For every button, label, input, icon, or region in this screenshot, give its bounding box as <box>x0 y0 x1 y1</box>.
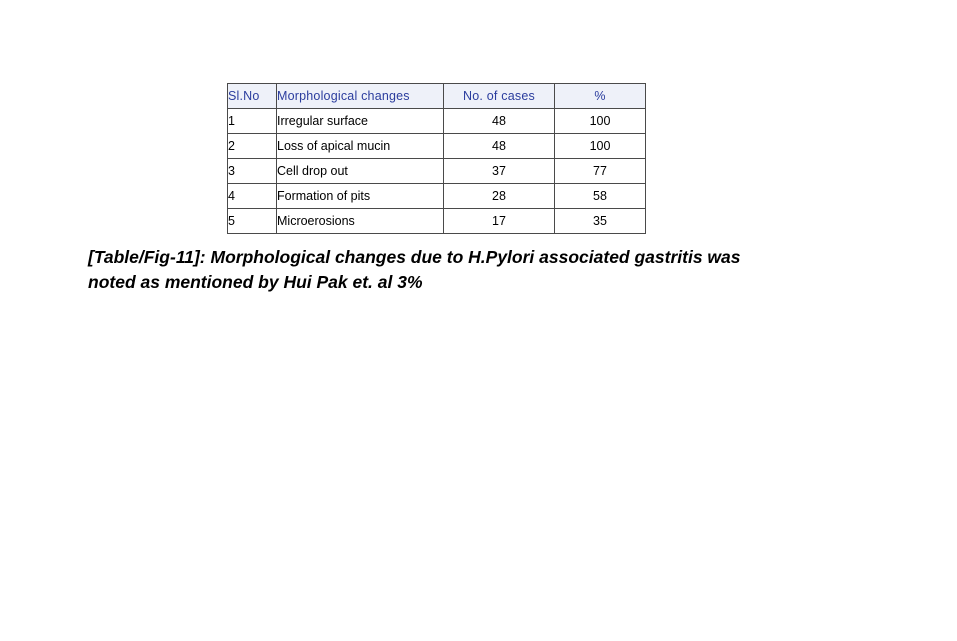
cell-change: Irregular surface <box>277 109 444 134</box>
table-row <box>228 159 646 184</box>
cell-slno: 4 <box>228 184 277 209</box>
cell-percent: 100 <box>555 109 646 134</box>
cell-cases: 48 <box>444 109 555 134</box>
cell-slno: 2 <box>228 134 277 159</box>
cell-change: Microerosions <box>277 209 444 234</box>
column-header-no-of-cases: No. of cases <box>444 84 555 109</box>
morphological-changes-table <box>227 83 646 234</box>
cell-slno: 1 <box>228 109 277 134</box>
cell-slno: 3 <box>228 159 277 184</box>
cell-change: Cell drop out <box>277 159 444 184</box>
table-row <box>228 209 646 234</box>
cell-cases: 28 <box>444 184 555 209</box>
table-row <box>228 184 646 209</box>
table-row <box>228 134 646 159</box>
figure-caption: [Table/Fig-11]: Morphological changes due to H.Pylori associated gastritis was noted as mentioned by Hui Pak et. al 3% <box>88 247 741 293</box>
column-header-percent: % <box>555 84 646 109</box>
cell-cases: 37 <box>444 159 555 184</box>
cell-cases: 17 <box>444 209 555 234</box>
column-header-morphological-changes: Morphological changes <box>277 84 444 109</box>
table-header-row <box>228 84 646 109</box>
cell-percent: 35 <box>555 209 646 234</box>
table-row <box>228 109 646 134</box>
cell-slno: 5 <box>228 209 277 234</box>
cell-percent: 100 <box>555 134 646 159</box>
table-header <box>228 84 646 109</box>
cell-percent: 77 <box>555 159 646 184</box>
morphological-changes-table-container <box>227 83 646 234</box>
table-body <box>228 109 646 234</box>
cell-cases: 48 <box>444 134 555 159</box>
cell-change: Loss of apical mucin <box>277 134 444 159</box>
column-header-slno: Sl.No <box>228 84 277 109</box>
cell-percent: 58 <box>555 184 646 209</box>
cell-change: Formation of pits <box>277 184 444 209</box>
